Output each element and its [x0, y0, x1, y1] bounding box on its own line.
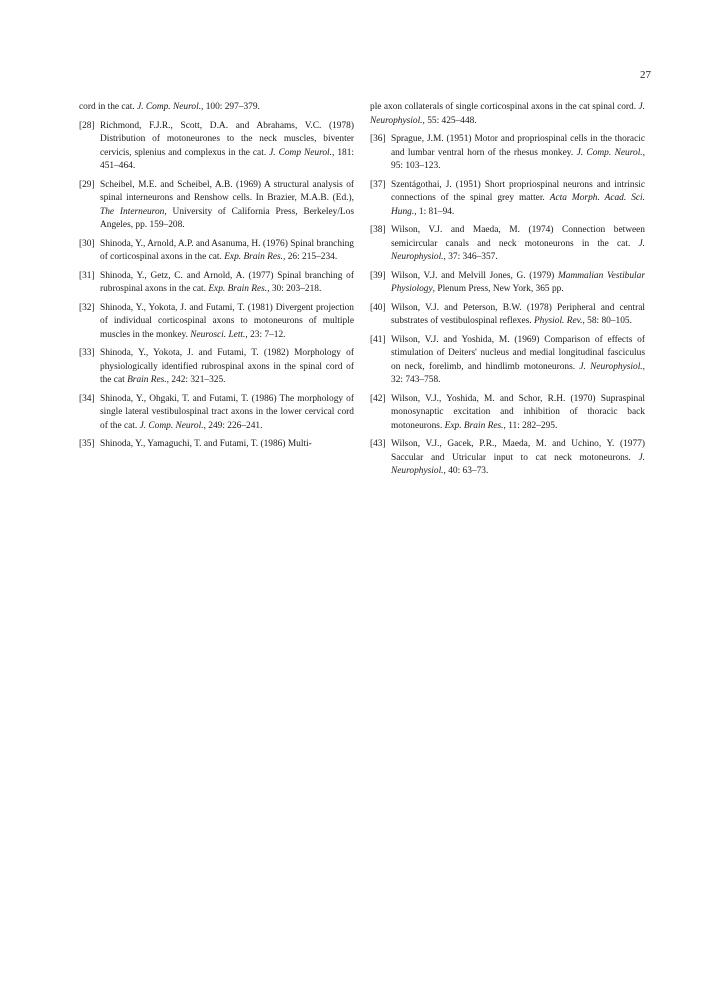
reference-number: [41] — [370, 334, 386, 345]
reference-number: [36] — [370, 134, 386, 144]
reference-entry — [79, 179, 354, 233]
reference-number: [32] — [79, 302, 95, 313]
reference-text: ple axon collaterals of single corticospinal axons in the cat spinal cord. — [370, 102, 639, 112]
reference-source: Neurosci. Lett. — [190, 329, 246, 340]
page-number: 27 — [640, 69, 651, 81]
reference-source: Brain Res. — [127, 375, 167, 385]
reference-entry — [370, 334, 645, 388]
reference-number: [28] — [79, 120, 95, 131]
reference-source: J. Neurophysiol. — [391, 238, 645, 262]
reference-text: Shinoda, Y., Yamaguchi, T. and Futami, T. (1986) Multi- — [100, 439, 312, 449]
reference-number: [30] — [79, 238, 95, 249]
reference-text: , 37: 346–357. — [443, 252, 498, 262]
reference-text: cord in the cat. — [79, 102, 138, 112]
reference-text: Richmond, F.J.R., Scott, D.A. and Abrahams, V.C. (1978) Distribution of motoneurones to the neck muscles, biventer cervicis, splenius and complexus in the cat. — [100, 120, 354, 158]
reference-entry — [370, 179, 645, 220]
reference-entry — [79, 393, 354, 434]
reference-text: Shinoda, Y., Getz, C. and Arnold, A. (1977) Spinal branching of rubrospinal axons in the cat. — [100, 270, 354, 294]
reference-text: , 100: 297–379. — [201, 102, 260, 112]
reference-text: Sprague, J.M. (1951) Motor and propriospinal cells in the thoracic and lumbar ventral horn of the rhesus monkey. — [391, 134, 645, 158]
reference-number: [39] — [370, 270, 386, 281]
reference-number: [42] — [370, 393, 386, 404]
reference-text: Shinoda, Y., Arnold, A.P. and Asanuma, H. (1976) Spinal branching of corticospinal axons in the cat. — [100, 238, 354, 262]
reference-text: , Plenum Press, New York, 365 pp. — [432, 284, 564, 294]
reference-text: Wilson, V.J. and Maeda, M. (1974) Connection between semicircular canals and neck motoneurons in the cat. — [391, 225, 645, 249]
reference-source: Exp. Brain Res. — [444, 420, 504, 431]
reference-source: The Interneuron — [100, 206, 165, 217]
reference-text: Szentágothai, J. (1951) Short propriospinal neurons and intrinsic connections of the spinal grey matter. — [391, 179, 645, 203]
reference-text: Wilson, V.J. and Peterson, B.W. (1978) Peripheral and central substrates of vestibulospinal reflexes. — [391, 302, 645, 326]
reference-source: J. Neurophysiol. — [370, 102, 645, 126]
reference-text: Shinoda, Y., Yokota, J. and Futami, T. (1981) Divergent projection of individual corticospinal axons to motoneurons of multiple muscles in the monkey. — [100, 302, 354, 340]
reference-source: Exp. Brain Res. — [224, 252, 284, 262]
reference-number: [37] — [370, 179, 386, 190]
reference-number: [31] — [79, 270, 95, 281]
reference-source: Acta Morph. Acad. Sci. Hung. — [391, 193, 645, 217]
reference-text: Wilson, V.J. and Yoshida, M. (1969) Comparison of effects of stimulation of Deiters' nucleus and medial longitudinal fasciculus on neck, forelimb, and hindlimb motoneurons. — [391, 334, 645, 372]
reference-text: , 11: 282–295. — [503, 420, 558, 431]
reference-text: , University of California Press, Berkeley/Los Angeles, pp. 159–208. — [100, 206, 354, 230]
reference-source: J. Comp. Neurol. — [139, 420, 204, 431]
reference-source: J. Comp. Neurol. — [576, 147, 643, 158]
reference-source: J. Neurophysiol. — [391, 452, 645, 476]
reference-text: , 26: 215–234. — [283, 252, 338, 262]
reference-text: Shinoda, Y., Ohgaki, T. and Futami, T. (1986) The morphology of single lateral vestibulospinal tract axons in the lower cervical cord of the cat. — [100, 393, 354, 431]
reference-text: Wilson, V.J., Gacek, P.R., Maeda, M. and Uchino, Y. (1977) Saccular and Utricular input to cat neck motoneurons. — [391, 439, 645, 463]
reference-text: , 249: 226–241. — [203, 420, 263, 431]
reference-text: , 95: 103–123. — [391, 147, 645, 171]
reference-text: Scheibel, M.E. and Scheibel, A.B. (1969) A structural analysis of spinal interneurons and Renshow cells. In Brazier, M.A.B. (Ed.), — [100, 179, 354, 203]
reference-entry — [79, 438, 354, 452]
reference-entry — [79, 120, 354, 174]
reference-number: [40] — [370, 302, 386, 313]
reference-entry — [370, 393, 645, 434]
reference-entry — [79, 238, 354, 265]
reference-text: Shinoda, Y., Yokota, J. and Futami, T. (1982) Morphology of physiologically identified rubrospinal axons in the spinal cord of the cat — [100, 348, 354, 385]
reference-source: J. Comp Neurol. — [269, 147, 333, 158]
reference-text: Wilson, V.J., Yoshida, M. and Schor, R.H. (1970) Supraspinal monosynaptic excitation and inhibition of thoracic back motoneurons. — [391, 393, 645, 431]
reference-source: Mammalian Vestibular Physiology — [391, 270, 645, 294]
reference-column-right — [370, 101, 645, 484]
reference-entry — [370, 438, 645, 479]
reference-entry — [370, 133, 645, 174]
reference-number: [35] — [79, 439, 95, 449]
reference-text: , 58: 80–105. — [582, 316, 632, 326]
reference-text: , 181: 451–464. — [100, 147, 354, 171]
reference-text: , 1: 81–94. — [414, 206, 455, 217]
reference-continuation — [79, 101, 354, 115]
reference-text: , 40: 63–73. — [443, 466, 489, 476]
reference-entry — [370, 270, 645, 297]
reference-text: Wilson, V.J. and Melvill Jones, G. (1979) — [391, 270, 558, 281]
reference-source: Exp. Brain Res. — [208, 284, 268, 294]
reference-number: [38] — [370, 225, 386, 235]
reference-entry — [370, 224, 645, 265]
reference-source: J. Comp. Neurol. — [137, 102, 202, 112]
reference-continuation — [370, 101, 645, 128]
reference-entry — [370, 302, 645, 329]
reference-number: [43] — [370, 439, 386, 449]
reference-entry — [79, 302, 354, 343]
reference-source: J. Neurophysiol. — [579, 361, 643, 372]
reference-text: , 32: 743–758. — [391, 361, 645, 385]
reference-source: Physiol. Rev. — [533, 316, 583, 326]
reference-number: [34] — [79, 393, 95, 404]
reference-column-left — [79, 101, 354, 457]
reference-text: , 30: 203–218. — [267, 284, 322, 294]
reference-text: , 55: 425–448. — [422, 115, 477, 126]
reference-number: [29] — [79, 179, 95, 190]
reference-text: , 23: 7–12. — [245, 329, 286, 340]
reference-entry — [79, 270, 354, 297]
reference-entry — [79, 347, 354, 388]
reference-number: [33] — [79, 348, 95, 358]
reference-text: , 242: 321–325. — [166, 375, 226, 385]
